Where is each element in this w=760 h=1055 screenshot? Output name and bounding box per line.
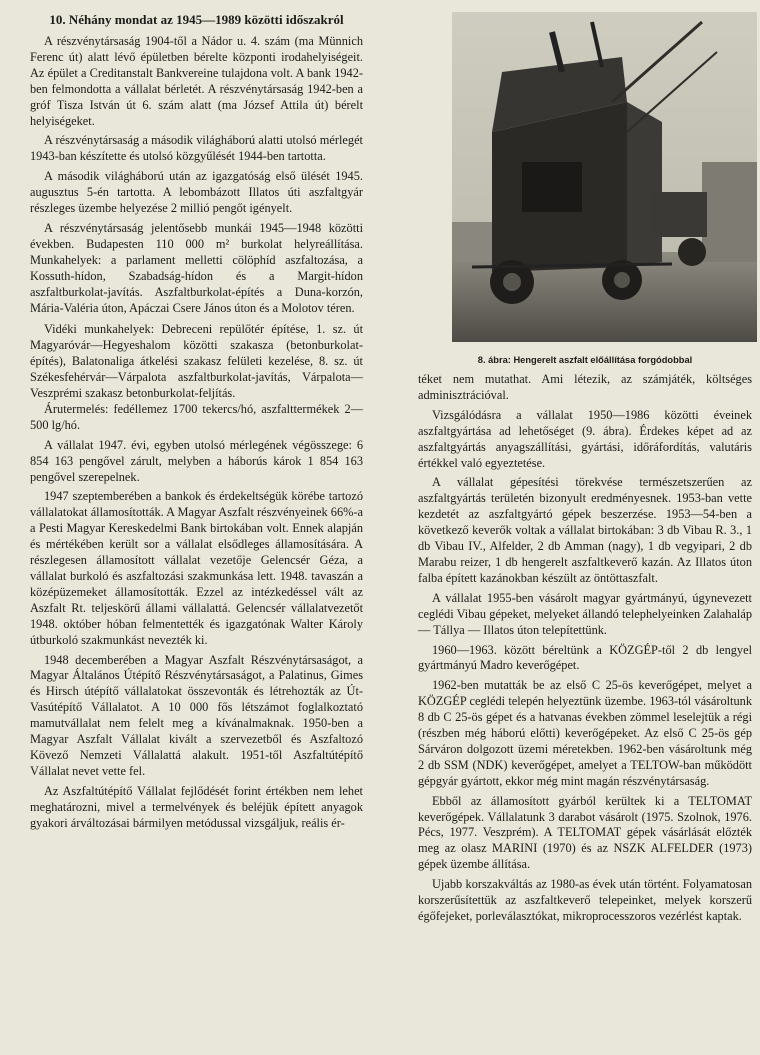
asphalt-mixer-photo	[452, 12, 757, 342]
section-heading: 10. Néhány mondat az 1945—1989 közötti időszakról	[49, 12, 344, 27]
figure-caption: 8. ábra: Hengerelt aszfalt előállítása forgódobbal	[477, 355, 693, 365]
paragraph: Az Aszfaltútépítő Vállalat fejlődését forint értékben nem lehet meghatározni, mivel a termelvények és beléjük épített anyagok gyakori árváltozásai bármilyen metódussal vizsgáljuk, reális ér-	[30, 783, 363, 830]
right-column	[418, 372, 752, 929]
left-column	[30, 0, 363, 836]
paragraph: A vállalat 1955-ben vásárolt magyar gyártmányú, úgynevezett ceglédi Vibau gépeket, melyeket állandó telephelyeinken Zalahaláp — Tállya — Illatos úton telepítettünk.	[418, 590, 752, 637]
paragraph: Vidéki munkahelyek: Debreceni repülőtér építése, 1. sz. út Magyaróvár—Hegyeshalom közötti szakasza (betonburkolat-építés), Balatonaliga átkelési szakasz felületi kezelése, 8. sz. út Székesfehérvár—Várpalota aszfaltburkolat-javítás, Várpalota—Veszprémi szakasz betonburkolat-feljítás.	[30, 322, 363, 401]
paragraph: A részvénytársaság jelentősebb munkái 1945—1948 közötti években. Budapesten 110 000 m² burkolat helyreállítása. Munkahelyek: a parlament melletti cölöphíd aszfaltozása, a Kossuth-hídon, Szabadság-hídon és a Margit-hídon aszfaltburkolat-javítás. Aszfaltburkolat-építés a Duna-korzón, Mária-Valéria úton, Apáczai Csere János úton és a Molotov téren.	[30, 220, 363, 315]
paragraph: 1947 szeptemberében a bankok és érdekeltségük körébe tartozó vállalatokat államosították. A Magyar Aszfalt részvényeinek 66%-a a Pesti Magyar Kereskedelmi Bank birtokában volt. Ennek alapján és mértékében került sor a vállalat elsődleges államosítására. A részlegesen államosított vállalat vezetője Gelencsér Géza, a vállalat burkoló és aszfaltozási szakmunkása lett. 1948. tavaszán a középüzemeket államosították. Ezzel az intézkedéssel vált az Aszfalt Rt. teljeskörű állami vállalattá. Gelencsér vállalatvezetőt 1948. október hóban felmentették és igazgatónak Walter Károly útburkoló szakmunkást nevezték ki.	[30, 489, 363, 647]
paragraph: Ebből az államosított gyárból kerültek ki a TELTOMAT keverőgépek. Vállalatunk 3 darabot vásárolt (1975. Szolnok, 1976. Pécs, 1977. Veszprém). A TELTOMAT gépek vásárlását előzték meg az olasz MARINI (1970) és az NSZK ALFELDER (1973) gépek üzembe állítása.	[418, 793, 752, 872]
paragraph: A második világháború után az igazgatóság első ülését 1945. augusztus 5-én tartotta. A lebombázott Illatos úti aszfaltgyár részleges üzembe helyezése 2 millió pengőt igényelt.	[30, 169, 363, 216]
paragraph: A vállalat gépesítési törekvése természetszerűen az aszfaltgyártás területén bizonyult eredményesnek. 1953-ban vette kezdetét az aszfaltgyártó gépek beszerzése. 1953—54-ben a következő keverők voltak a vállalat birtokában: 3 db Vibau R. 3., 1 db Vibau IV., Alfelder, 2 db Amman (nagy), 1 db vegyipari, 2 db Marabu reizer, 1 db hengerelt aszfaltkeverő kazán. Az Illatos úton falba épített kazánokban készült az öntöttaszfalt.	[418, 475, 752, 585]
paragraph: téket nem mutathat. Ami létezik, az számjáték, költséges adminisztrációval.	[418, 372, 752, 402]
paragraph: A vállalat 1947. évi, egyben utolsó mérlegének végösszege: 6 854 163 pengővel zárult, melyben a háborús károk 1 854 163 pengővel szerepelnek.	[30, 437, 363, 484]
paragraph: 1948 decemberében a Magyar Aszfalt Részvénytársaságot, a Magyar Általános Útépítő Részvénytársaságot, a Palatinus, Gimes és Hirsch útépítő vállalatokat összevonták és létrehozták az Út- Vasútépítő Vállalatot. A 10 000 fős létszámot foglalkoztató mamutvállalat nem felelt meg a kívánalmaknak. 1950-ben a Magyar Aszfalt Vállalat kivált a szervezetből és Aszfaltozó Kövező Nemzeti Vállalattá alakult. 1951-től Aszfaltútépítő Vállalat nevet vette fel.	[30, 652, 363, 778]
paragraph: 1962-ben mutatták be az első C 25-ös keverőgépet, melyet a KÖZGÉP ceglédi telepén helyeztünk üzembe. 1963-tól vásároltunk 8 db C 25-ös gépet és a hatvanas években zömmel leselejtük a régi (részben még háború előtti) keverőgépeket. Az első C 25-ös gép Sárváron dolgozott üzemi méretekben. 1962-ben vásároltunk még 2 db SSM (NDK) keverőgépet, amelyet a TELTOW-ban működött gépgyár gyártott, ekkor még mint magán részvénytársaság.	[418, 678, 752, 788]
paragraph: Árutermelés: fedéllemez 1700 tekercs/hó, aszfalttermékek 2—500 lg/hó.	[30, 401, 363, 432]
paragraph: 1960—1963. között béreltünk a KÖZGÉP-től 2 db lengyel gyártmányú Madro keverőgépet.	[418, 642, 752, 673]
paragraph: A részvénytársaság a második világháború alatti utolsó mérlegét 1943-ban készítette és utolsó közgyűlését 1944-ben tartotta.	[30, 133, 363, 164]
photo-illustration	[452, 12, 757, 342]
paragraph: A részvénytársaság 1904-től a Nádor u. 4. szám (ma Münnich Ferenc út) alatt lévő épületben bérelte központi irodahelyiségeit. Az épület a Creditanstalt Bankvereine tulajdona volt. A bank 1942-ben felmondotta a vállalat bérletét. A részvénytársaság 1942-ben a gróf Tisza István út 6. szám alatt (ma József Attila út) bérelt helyiségeket.	[30, 34, 363, 128]
paragraph: Ujabb korszakváltás az 1980-as évek után történt. Folyamatosan korszerűsítettük az aszfaltkeverő telepeinket, melyek korszerű égőfejeket, porleválasztókat, mikroprocesszoros vezérlést kaptak.	[418, 877, 752, 923]
paragraph: Vizsgálódásra a vállalat 1950—1986 közötti éveinek aszfaltgyártása ad lehetőséget (9. ábra). Érdekes képet ad az aszfaltgyártás anyagszállítási, gyártási, időráfordítás, valutáris értékkel való egyeztetése.	[418, 407, 752, 470]
